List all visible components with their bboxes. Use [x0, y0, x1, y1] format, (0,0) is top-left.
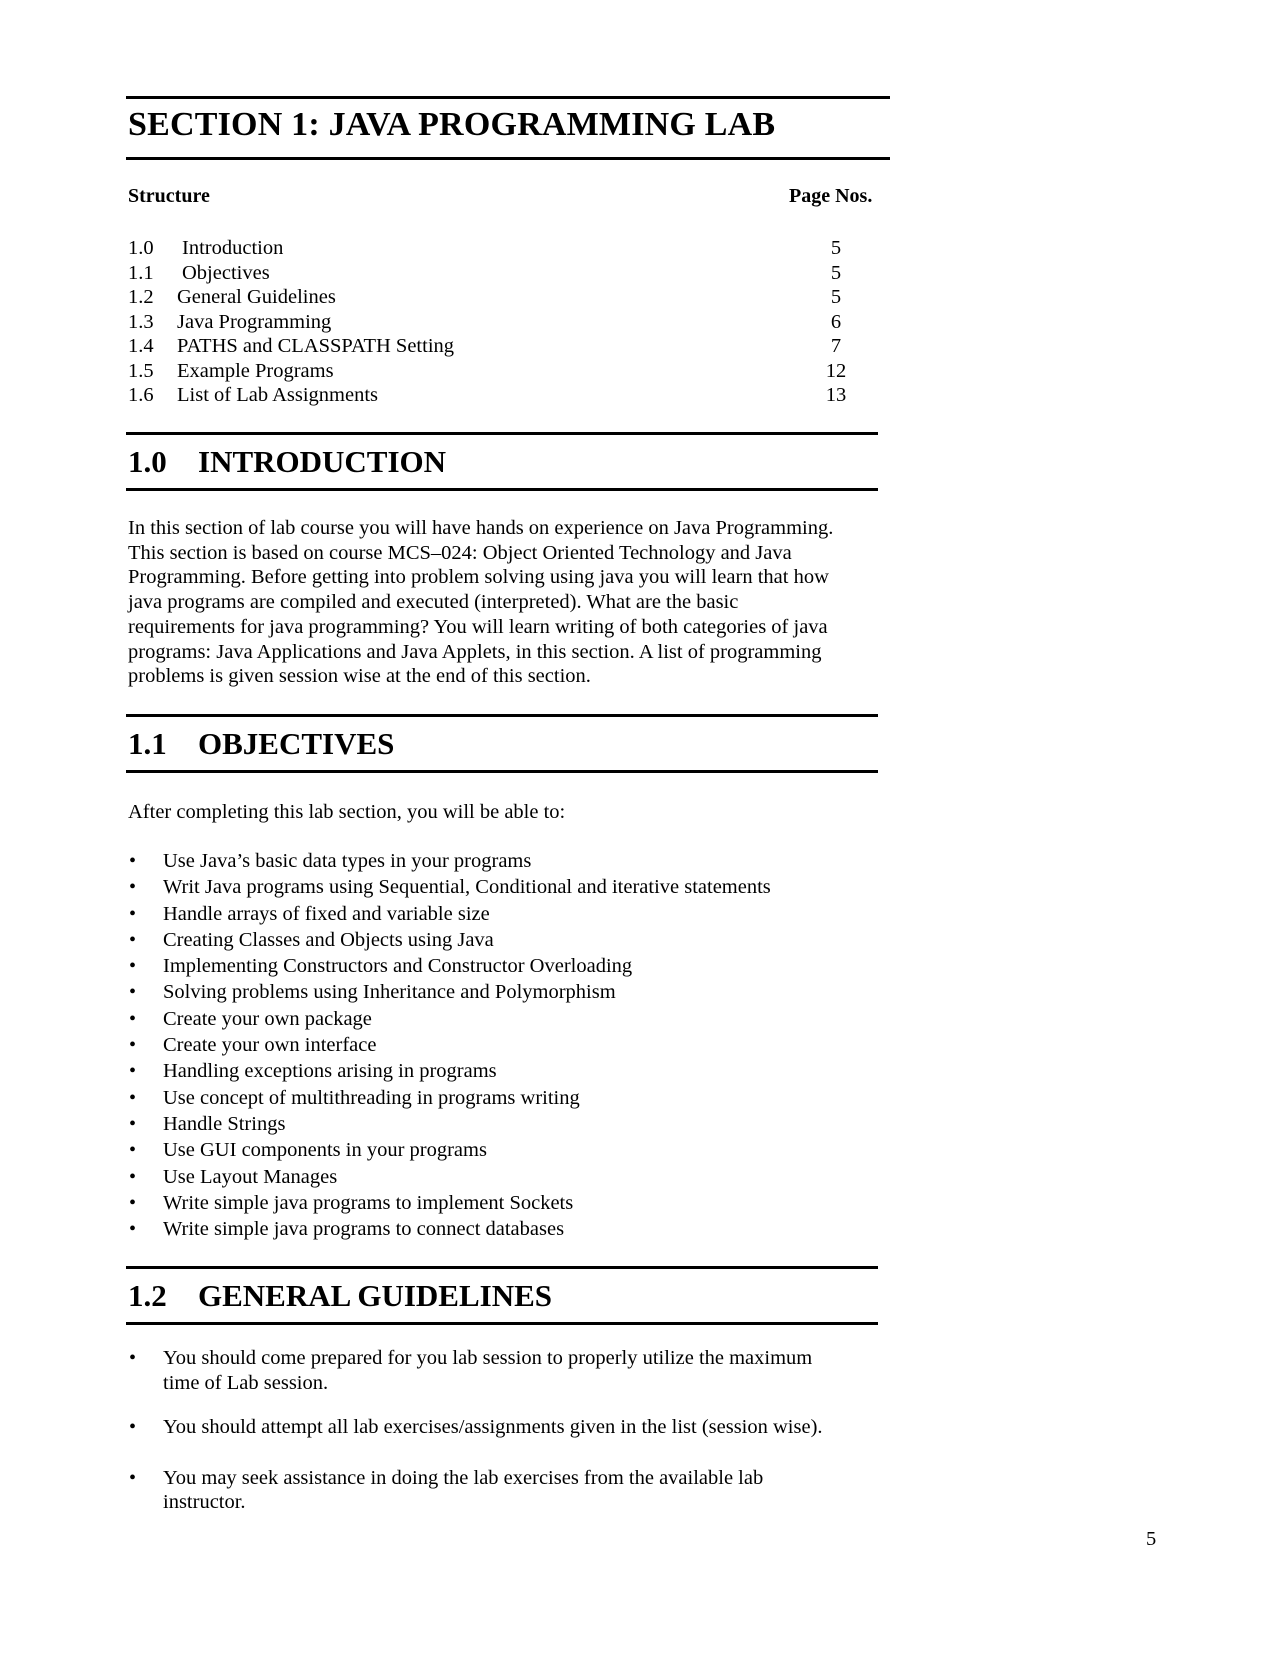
- bullet-icon: •: [129, 1034, 137, 1057]
- intro-heading-text: INTRODUCTION: [198, 444, 447, 479]
- guideline-item: • You should come prepared for you lab session to properly utilize the maximum time of Lab session.: [129, 1347, 813, 1394]
- page-number: 5: [1146, 1528, 1157, 1550]
- toc-entry-title: PATHS and CLASSPATH Setting: [177, 335, 455, 357]
- intro-line: problems is given session wise at the end of this section.: [128, 665, 591, 688]
- objective-item: • Write simple java programs to implement Sockets: [128, 1190, 771, 1216]
- objective-item: • Creating Classes and Objects using Java: [128, 927, 771, 953]
- toc-entry-page: 13: [825, 384, 847, 406]
- bullet-icon: •: [129, 1416, 137, 1438]
- guidelines-top-rule: [126, 1266, 878, 1269]
- objective-item: • Solving problems using Inheritance and Polymorphism: [128, 979, 771, 1005]
- objective-item: • Writ Java programs using Sequential, Conditional and iterative statements: [128, 874, 771, 900]
- toc-entry-page: 12: [825, 359, 847, 382]
- guidelines-list: [128, 1346, 823, 1515]
- toc-entry-page: 5: [830, 237, 842, 259]
- section-title: SECTION 1: JAVA PROGRAMMING LAB: [128, 106, 776, 143]
- bullet-icon: •: [129, 1139, 137, 1162]
- intro-line: Programming. Before getting into problem solving using java you will learn that how: [128, 566, 829, 589]
- toc-entry-title: General Guidelines: [177, 286, 336, 308]
- toc-entry[interactable]: [128, 285, 856, 310]
- bullet-icon: •: [129, 1218, 137, 1241]
- toc-entry-page: 6: [830, 310, 842, 333]
- toc-entry[interactable]: [128, 310, 856, 335]
- guidelines-bottom-rule: [126, 1322, 878, 1325]
- bullet-icon: •: [129, 1086, 137, 1109]
- bullet-icon: •: [129, 1112, 137, 1135]
- toc-entry-title: Introduction: [182, 237, 284, 259]
- objective-item: • Handling exceptions arising in programs: [128, 1058, 771, 1084]
- guidelines-heading-text: GENERAL GUIDELINES: [198, 1278, 553, 1313]
- toc-entry[interactable]: [128, 261, 856, 286]
- bullet-icon: •: [129, 928, 137, 951]
- toc-entry[interactable]: [128, 383, 856, 408]
- toc-entry-title: List of Lab Assignments: [177, 384, 379, 406]
- intro-heading-number: 1.0: [128, 444, 167, 479]
- objective-item: • Create your own interface: [128, 1032, 771, 1058]
- toc-entry[interactable]: [128, 236, 856, 261]
- toc-entry-number: 1.1: [128, 261, 154, 284]
- toc-entry-page: 5: [830, 286, 842, 308]
- guidelines-heading-number: 1.2: [128, 1278, 167, 1313]
- objective-item: • Implementing Constructors and Constructor Overloading: [128, 953, 771, 979]
- toc-entry-page: 7: [830, 335, 842, 357]
- bullet-icon: •: [129, 1060, 137, 1083]
- toc-page-label: Page Nos.: [789, 185, 873, 207]
- bullet-icon: •: [129, 876, 137, 899]
- objective-item: • Handle Strings: [128, 1111, 771, 1137]
- bullet-icon: •: [129, 1007, 137, 1030]
- intro-line: requirements for java programming? You will learn writing of both categories of java: [128, 615, 828, 638]
- objectives-heading-text: OBJECTIVES: [198, 726, 395, 761]
- objective-item: • Write simple java programs to connect databases: [128, 1216, 771, 1242]
- toc-entry-number: 1.5: [128, 359, 154, 382]
- title-top-rule: [126, 96, 890, 99]
- intro-line: programs: Java Applications and Java Applets, in this section. A list of programming: [128, 640, 822, 663]
- guideline-item: • You may seek assistance in doing the lab exercises from the available lab instructor.: [129, 1466, 764, 1513]
- objective-item: • Handle arrays of fixed and variable size: [128, 901, 771, 927]
- objectives-top-rule: [126, 714, 878, 717]
- intro-line: This section is based on course MCS–024: Object Oriented Technology and Java: [128, 541, 792, 564]
- guidelines-heading: [128, 1278, 552, 1314]
- toc-entry-page: 5: [830, 261, 842, 284]
- intro-top-rule: [126, 432, 878, 435]
- bullet-icon: •: [129, 1165, 137, 1188]
- bullet-icon: •: [129, 981, 137, 1004]
- bullet-icon: •: [129, 850, 137, 872]
- objectives-heading: [128, 726, 394, 762]
- guideline-item: • You should attempt all lab exercises/assignments given in the list (session wise).: [129, 1416, 823, 1438]
- toc-entry-title: Example Programs: [177, 359, 334, 382]
- objective-item: • Create your own package: [128, 1006, 771, 1032]
- toc-entry-number: 1.6: [128, 384, 154, 406]
- toc-entry[interactable]: [128, 334, 856, 359]
- bullet-icon: •: [129, 1466, 137, 1489]
- objectives-heading-number: 1.1: [128, 726, 167, 761]
- bullet-icon: •: [129, 1347, 137, 1369]
- bullet-icon: •: [129, 902, 137, 925]
- intro-line: java programs are compiled and executed (interpreted). What are the basic: [128, 591, 739, 614]
- objective-item: • Use GUI components in your programs: [128, 1137, 771, 1163]
- toc-entry-number: 1.3: [128, 310, 154, 333]
- intro-heading: [128, 444, 446, 480]
- toc-list: [128, 236, 856, 408]
- objective-item: • Use concept of multithreading in programs writing: [128, 1085, 771, 1111]
- toc-entry-number: 1.2: [128, 286, 154, 308]
- intro-bottom-rule: [126, 488, 878, 491]
- toc-entry-title: Java Programming: [177, 310, 332, 333]
- title-bottom-rule: [126, 157, 890, 160]
- toc-entry-number: 1.4: [128, 335, 154, 357]
- toc-entry-number: 1.0: [128, 237, 154, 259]
- objectives-bottom-rule: [126, 770, 878, 773]
- intro-paragraph: [128, 516, 888, 689]
- toc-entry[interactable]: [128, 359, 856, 384]
- toc-structure-label: Structure: [128, 185, 210, 207]
- objectives-list: [128, 848, 771, 1242]
- objective-item: • Use Layout Manages: [128, 1164, 771, 1190]
- bullet-icon: •: [129, 955, 137, 978]
- objectives-intro: After completing this lab section, you will be able to:: [128, 801, 566, 823]
- toc-entry-title: Objectives: [182, 261, 270, 284]
- intro-line: In this section of lab course you will have hands on experience on Java Programming.: [128, 517, 834, 539]
- bullet-icon: •: [129, 1191, 137, 1214]
- objective-item: • Use Java’s basic data types in your programs: [128, 848, 771, 874]
